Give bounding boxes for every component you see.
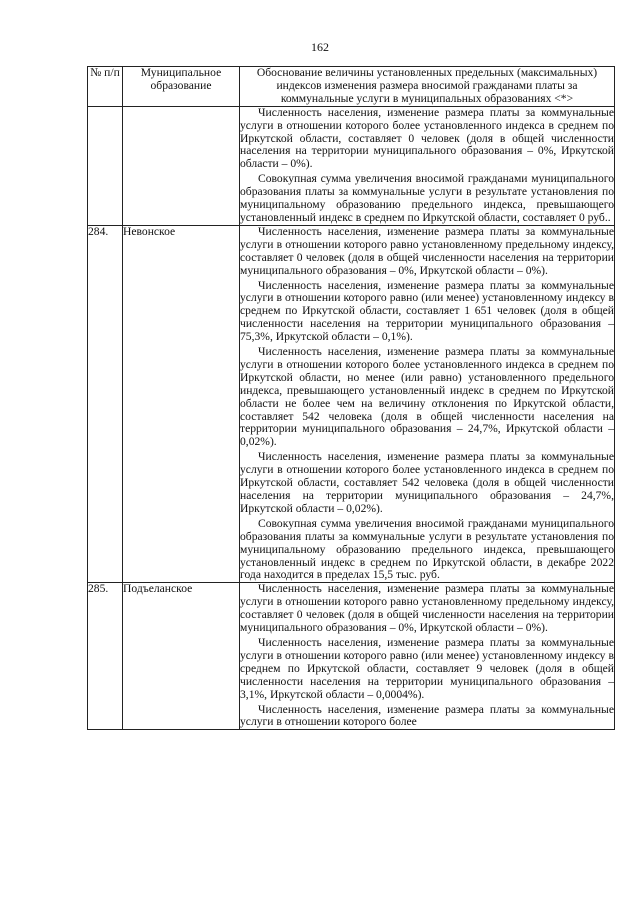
row-municipality: Невонское bbox=[123, 225, 240, 582]
table-row bbox=[88, 225, 615, 582]
paragraph: Численность населения, изменение размера платы за коммунальные услуги в отношении которого равно (или менее) установленному индексу в среднем по Иркутской области, составляет 1 651 человек (доля в общей численности населения на территории муниципального образования – 75,3%, Иркутской области – 0,1%). bbox=[240, 278, 614, 344]
row-municipality: Подъеланское bbox=[123, 583, 240, 730]
header-municipality: Муниципальное образование bbox=[123, 67, 240, 107]
row-justification bbox=[240, 106, 615, 225]
page-bottom-margin bbox=[0, 852, 640, 900]
row-municipality bbox=[123, 106, 240, 225]
row-number: 285. bbox=[88, 583, 123, 730]
paragraph: Численность населения, изменение размера платы за коммунальные услуги в отношении которого более установленного индекса в среднем по Иркутской области, составляет 542 человека (доля в общей численности населения на территории муниципального образования – 24,7%, Иркутской области – 0,02%). bbox=[240, 450, 614, 515]
paragraph: Численность населения, изменение размера платы за коммунальные услуги в отношении которого равно установленному предельному индексу, составляет 0 человек (доля в общей численности населения на территории муниципального образования – 0%, Иркутской области – 0%). bbox=[240, 224, 614, 277]
header-justification: Обоснование величины установленных предельных (максимальных) индексов изменения размера вносимой гражданами платы за коммунальные услуги в муниципальных образованиях <*> bbox=[240, 67, 615, 107]
table-row bbox=[88, 583, 615, 730]
table-header-row bbox=[88, 67, 615, 107]
header-number: № п/п bbox=[88, 67, 123, 107]
row-justification bbox=[240, 225, 615, 582]
row-justification bbox=[240, 583, 615, 730]
paragraph: Совокупная сумма увеличения вносимой гражданами муниципального образования платы за коммунальные услуги в результате установления по муниципальному образованию предельного индекса, превышающего установленный индекс в среднем по Иркутской области, в декабре 2022 года находится в пределах 15,5 тыс. руб. bbox=[240, 516, 614, 582]
row-number: 284. bbox=[88, 225, 123, 582]
justification-table bbox=[87, 66, 615, 730]
table-row bbox=[88, 106, 615, 225]
paragraph: Численность населения, изменение размера платы за коммунальные услуги в отношении которого более установленного индекса в среднем по Иркутской области, составляет 0 человек (доля в общей численности населения на территории муниципального образования – 0%, Иркутской области – 0%). bbox=[240, 105, 614, 171]
page-number: 162 bbox=[311, 40, 329, 54]
paragraph: Численность населения, изменение размера платы за коммунальные услуги в отношении которого более bbox=[240, 702, 614, 729]
paragraph: Совокупная сумма увеличения вносимой гражданами муниципального образования платы за коммунальные услуги в результате установления по муниципальному образованию предельного индекса, превышающего установленный индекс в среднем по Иркутской области, составляет 0 руб.. bbox=[240, 172, 614, 224]
paragraph: Численность населения, изменение размера платы за коммунальные услуги в отношении которого более установленного индекса в среднем по Иркутской области, но менее (или равно) установленного предельного индекса, превышающего установленный индекс в среднем по Иркутской области не более чем на величину отклонения по Иркутской области, составляет 542 человека (доля в общей численности населения на территории муниципального образования – 24,7%, Иркутской области – 0,02%). bbox=[240, 345, 614, 449]
row-number bbox=[88, 106, 123, 225]
paragraph: Численность населения, изменение размера платы за коммунальные услуги в отношении которого равно установленному предельному индексу, составляет 0 человек (доля в общей численности населения на территории муниципального образования – 0%, Иркутской области – 0%). bbox=[240, 582, 614, 635]
paragraph: Численность населения, изменение размера платы за коммунальные услуги в отношении которого равно (или менее) установленному индексу в среднем по Иркутской области, составляет 9 человек (доля в общей численности населения на территории муниципального образования – 3,1%, Иркутской области – 0,0004%). bbox=[240, 635, 614, 701]
